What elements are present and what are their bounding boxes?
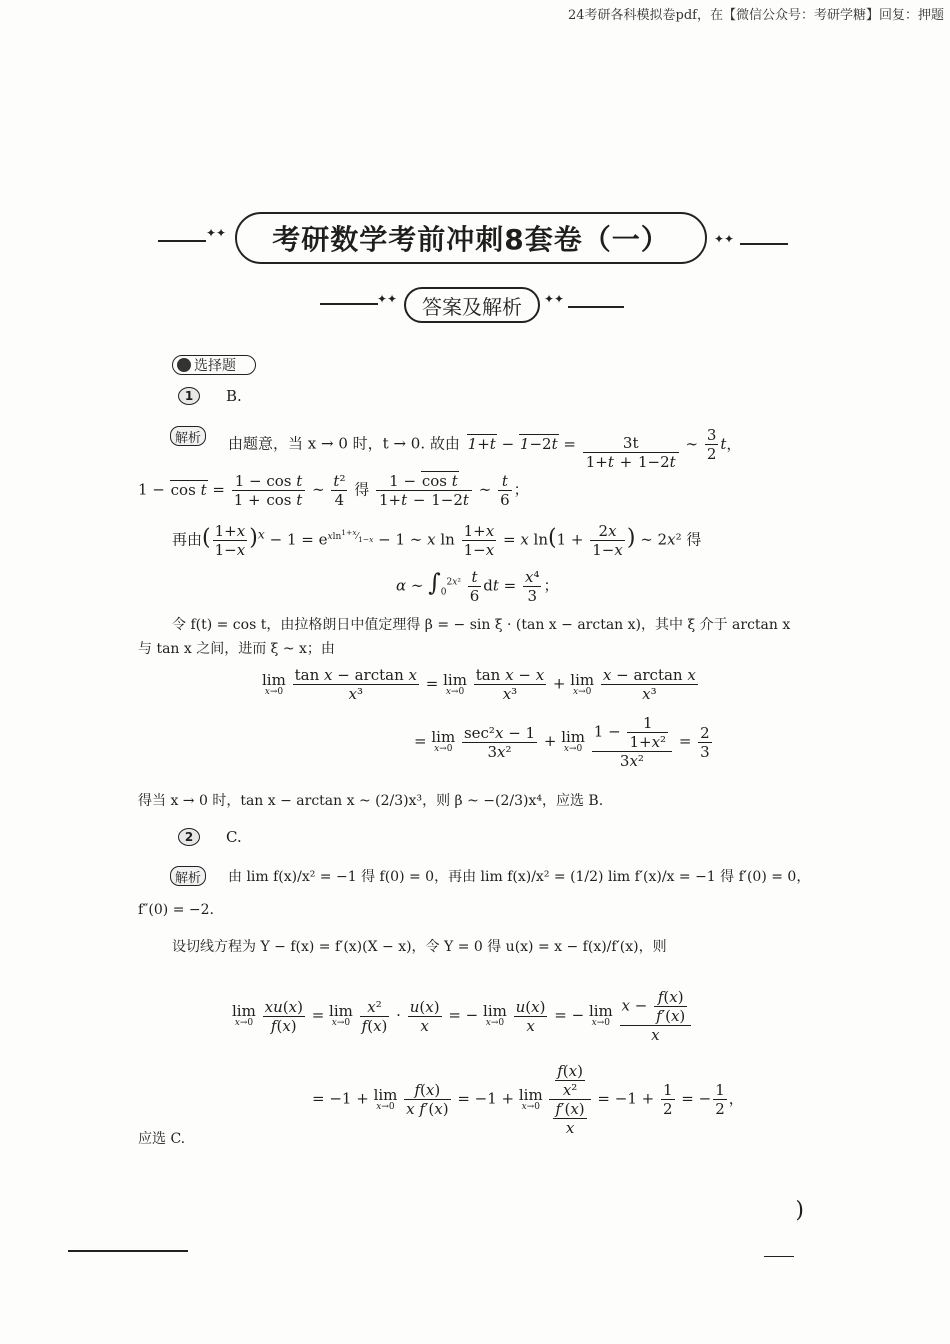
watermark-text: 24考研各科模拟卷pdf，在【微信公众号：考研学糖】回复：押题 (568, 8, 944, 23)
q1-line5: 令 f(t) = cos t，由拉格朗日中值定理得 β = − sin ξ · (tan x − arctan x)，其中 ξ 介于 arctan x (172, 617, 791, 633)
q2-eq2: = −1 + lim x→0 $\frac{f(x)}{\text{x f′(x)}}$ = −1 + lim x→0 $\frac{\frac{f(x)}{\text{x²}}}{\frac{f'(x)}{x}}$ = −1 + $\frac{1}{2}$ = − $\frac{1}{2}$ ， (312, 1062, 744, 1137)
subtitle-left-rule (320, 303, 378, 305)
section-heading (172, 355, 256, 375)
q1-line1-text: 由题意，当 x → 0 时，t → 0. 故由 (228, 434, 460, 453)
subtitle: 答案及解析 (404, 287, 540, 323)
q2-line1: 由 lim f(x)/x² = −1 得 f(0) = 0，再由 lim f(x)/x² = (1/2) lim f′(x)/x = −1 得 f′(0) = 0， (228, 869, 811, 885)
q1-frac-numerator: 3t (583, 434, 679, 453)
page-curl-mark: ) (795, 1198, 804, 1223)
q2-answer: C. (226, 828, 242, 846)
q1-line6: 与 tan x 之间，进而 ξ ~ x；由 (138, 641, 335, 657)
q1-eq1: lim x→0 $\frac{\text{tan x − arctan x}}{\text{x³}}$ = lim x→0 $\frac{\text{tan x − x}}{\text{x³}}$ + lim x→0 $\frac{\text{x − arctan x}}{\text{x³}}$ (262, 666, 696, 703)
section-label: 选择题 (194, 358, 236, 374)
sparkle-icon: ✦✦ (714, 232, 735, 246)
page-title: 考研数学考前冲刺8套卷（一） (235, 212, 707, 264)
sparkle-icon: ✦✦ (206, 226, 227, 240)
analysis-tag: 解析 (170, 866, 206, 886)
q1-eq2: = lim x→0 $\frac{\text{sec²x − 1}}{\text{3x²}}$ + lim x→0 1 − $\frac{1}{\text{1+x²}}$ 3x² = $\frac{2}{3}$ (414, 714, 710, 770)
q1-conclusion: 得当 x → 0 时，tan x − arctan x ~ (2/3)x³，则 β ~ −(2/3)x⁴，应选 B. (138, 793, 604, 809)
q2-line3: 设切线方程为 Y − f(x) = f′(x)(X − x)，令 Y = 0 得 u(x) = x − f(x)/f′(x)，则 (172, 939, 667, 955)
q2-conclusion: 应选 C. (138, 1131, 186, 1147)
question-number-badge: 1 (178, 387, 200, 405)
title-right-rule (740, 243, 788, 245)
q1-line3: 再由( $\frac{1+x}{1-x}$ )$^x - 1 = e^{xln^{1+x}⁄_{1-x}} - 1$ ∼ x ln $\frac{1+x}{1-x}$ = x ln(1 + $\frac{2x}{1-x}$ ) ∼ 2x² 得 (172, 522, 702, 559)
sparkle-icon: ✦✦ (544, 292, 565, 306)
q1-answer: B. (226, 387, 242, 405)
subtitle-right-rule (568, 306, 624, 308)
analysis-tag: 解析 (170, 426, 206, 446)
q2-line2: f″(0) = −2. (138, 902, 214, 918)
footer-right-rule (764, 1256, 794, 1257)
footer-left-rule (68, 1250, 188, 1252)
title-left-rule (158, 240, 206, 242)
q1-line2: 1 − cos t = $\frac{\text{1 − cos t}}{\text{1 + cos t}}$ ∼ $\frac{\text{t²}}{4}$ 得 $\frac{\text{1 − cos t}}{1+t - 1-2t}$ ∼ $\frac{t}{6}$ ； (138, 472, 529, 509)
sparkle-icon: ✦✦ (377, 292, 398, 306)
question-number-badge: 2 (178, 828, 200, 846)
q1-line4: α ∼ $\int_0^{2x^2}$ $\frac{t}{6}$ dt = $\frac{\text{x⁴}}{3}$ ； (396, 568, 559, 605)
globe-icon (177, 358, 191, 372)
q1-line1: 由题意，当 x → 0 时，t → 0. 故由 1+t − 1−2t = $\frac{3t}{1+t + 1-2t}$ ∼ $\frac{3}{2}$ t， (228, 426, 742, 471)
q2-eq1: lim x→0 $\frac{xu(x)}{f(x)}$ = lim x→0 $\frac{\text{x²}}{f(x)}$ · $\frac{u(x)}{x}$ = − lim x→0 $\frac{u(x)}{x}$ = − lim x→0 x − $\frac{f(x)}{f'(x)}$ x (232, 988, 693, 1044)
